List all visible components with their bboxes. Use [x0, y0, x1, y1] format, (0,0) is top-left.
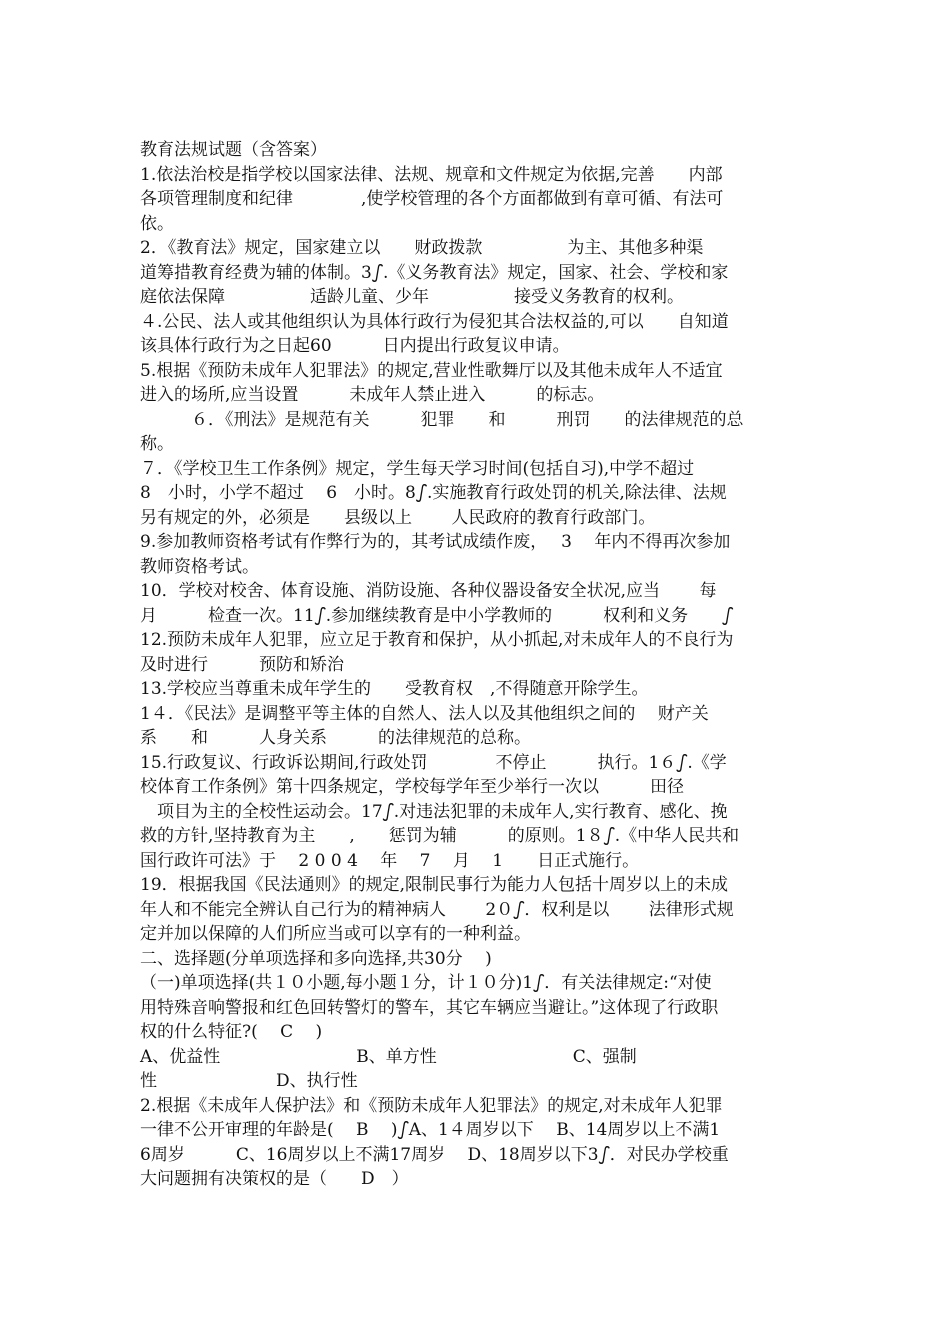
text-line: 15.行政复议、行政诉讼期间,行政处罚 不停止 执行。1６ഽ.《学	[140, 753, 727, 773]
text-line: 5.根据《预防未成年人犯罪法》的规定,营业性歌舞厅以及其他未成年人不适宜	[140, 361, 723, 381]
text-line: 进入的场所,应当设置 未成年人禁止进入 的标志。	[140, 385, 605, 405]
text-line: ７．《学校卫生工作条例》规定，学生每天学习时间(包括自习),中学不超过	[140, 459, 695, 479]
text-line: 及时进行 预防和矫治	[140, 655, 344, 675]
text-line: 1４．《民法》是调整平等主体的自然人、法人以及其他组织之间的 财产关	[140, 704, 709, 724]
text-line: 称。	[140, 434, 174, 454]
text-line: ６．《刑法》是规范有关 犯罪 和 刑罚 的法律规范的总	[140, 410, 744, 430]
text-line: 各项管理制度和纪律 ,使学校管理的各个方面都做到有章可循、有法可	[140, 189, 724, 209]
text-line: 用特殊音响警报和红色回转警灯的警车，其它车辆应当避让。”这体现了行政职	[140, 998, 719, 1018]
text-line: 道筹措教育经费为辅的体制。3ഽ.《义务教育法》规定，国家、社会、学校和家	[140, 263, 729, 283]
section-heading: 二、选择题(分单项选择和多向选择,共30分 )	[140, 949, 492, 969]
text-line: 定并加以保障的人们所应当或可以享有的一种利益。	[140, 924, 531, 944]
text-line: 年人和不能完全辨认自己行为的精神病人 2０ഽ．权利是以 法律形式规	[140, 900, 734, 920]
text-line: 依。	[140, 214, 174, 234]
text-line: 19．根据我国《民法通则》的规定,限制民事行为能力人包括十周岁以上的未成	[140, 875, 729, 895]
text-line: 10．学校对校舍、体育设施、消防设施、各种仪器设备安全状况,应当 每	[140, 581, 717, 601]
text-line: 庭依法保障 适龄儿童、少年 接受义务教育的权利。	[140, 287, 684, 307]
text-line: 性 D、执行性	[140, 1071, 358, 1091]
document-title: 教育法规试题（含答案）	[140, 140, 327, 160]
text-line: 6周岁 C、16周岁以上不满17周岁 D、18周岁以下3ഽ．对民办学校重	[140, 1145, 729, 1165]
text-line: 国行政许可法》于 2 0 0 4 年 7 月 1 日正式施行。	[140, 851, 640, 871]
text-line: ４.公民、法人或其他组织认为具体行政行为侵犯其合法权益的,可以 自知道	[140, 312, 729, 332]
text-line: 2．《教育法》规定，国家建立以 财政拨款 为主、其他多种渠	[140, 238, 704, 258]
text-line: 2.根据《未成年人保护法》和《预防未成年人犯罪法》的规定,对未成年人犯罪	[140, 1096, 723, 1116]
text-line: （一)单项选择(共１０小题,每小题１分，计１０分)1ഽ．有关法律规定:“对使	[140, 973, 712, 993]
text-line: 系 和 人身关系 的法律规范的总称。	[140, 728, 531, 748]
text-line: 该具体行政行为之日起60 日内提出行政复议申请。	[140, 336, 570, 356]
text-line: 另有规定的外，必须是 县级以上 人民政府的教育行政部门。	[140, 508, 656, 528]
text-line: 9.参加教师资格考试有作弊行为的，其考试成绩作废， 3 年内不得再次参加	[140, 532, 731, 552]
text-line: 校体育工作条例》第十四条规定，学校每学年至少举行一次以 田径	[140, 777, 684, 797]
text-line: 1.依法治校是指学校以国家法律、法规、规章和文件规定为依据,完善 内部	[140, 165, 723, 185]
text-line: 大问题拥有决策权的是（ D ）	[140, 1169, 409, 1189]
text-line: 项目为主的全校性运动会。17ഽ.对违法犯罪的未成年人,实行教育、感化、挽	[140, 802, 728, 822]
text-line: A、优益性 B、单方性 C、强制	[140, 1047, 637, 1067]
text-line: 月 检查一次。11ഽ.参加继续教育是中小学教师的 权利和义务 ഽ	[140, 606, 734, 626]
text-line: 救的方针,坚持教育为主 , 惩罚为辅 的原则。1８ഽ.《中华人民共和	[140, 826, 740, 846]
text-line: 12.预防未成年人犯罪，应立足于教育和保护，从小抓起,对未成年人的不良行为	[140, 630, 734, 650]
text-line: 一律不公开审理的年龄是( B )ഽA、1４周岁以下 B、14周岁以上不满1	[140, 1120, 721, 1140]
text-line: 权的什么特征?( C )	[140, 1022, 323, 1042]
text-line: 13.学校应当尊重未成年学生的 受教育权 ,不得随意开除学生。	[140, 679, 649, 699]
text-line: 8 小时，小学不超过 6 小时。8ഽ.实施教育行政处罚的机关,除法律、法规	[140, 483, 727, 503]
text-line: 教师资格考试。	[140, 557, 259, 577]
